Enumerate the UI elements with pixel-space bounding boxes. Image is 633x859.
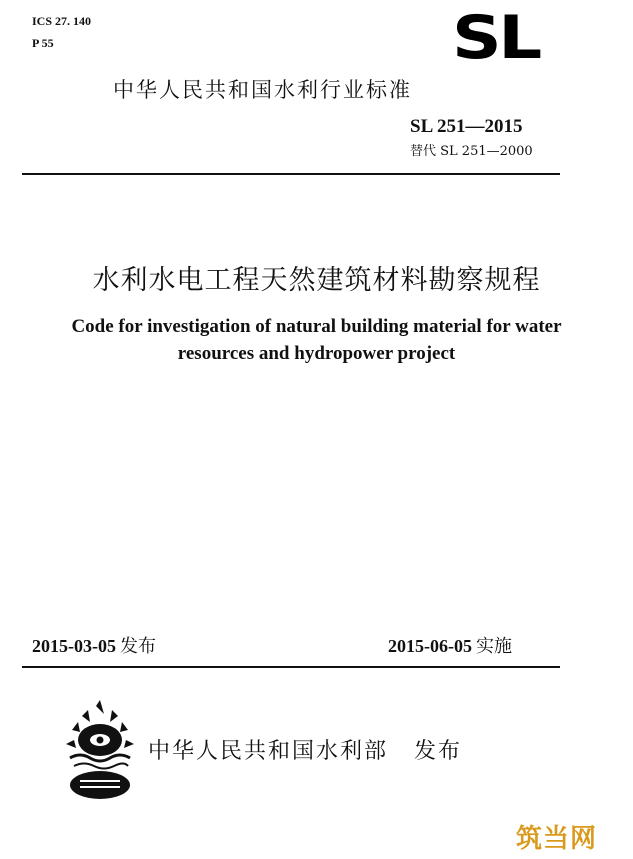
ics-code: ICS 27. 140 bbox=[32, 14, 92, 28]
sl-logo: SL bbox=[452, 3, 539, 73]
issue-date-label: 发布 bbox=[120, 636, 156, 657]
standard-category: 中华人民共和国水利行业标准 bbox=[113, 78, 412, 102]
publisher-name: 中华人民共和国水利部 bbox=[148, 739, 389, 764]
watermark-text: 筑当网 bbox=[516, 824, 598, 854]
replaces-standard: 替代 SL 251—2000 bbox=[410, 144, 533, 159]
ministry-emblem-icon bbox=[60, 700, 140, 800]
publisher-action: 发布 bbox=[414, 739, 463, 764]
title-english-line-2: resources and hydropower project bbox=[177, 343, 456, 364]
site-watermark bbox=[516, 818, 597, 855]
title-english-line-1: Code for investigation of natural building material for water bbox=[71, 316, 562, 337]
bottom-divider bbox=[22, 666, 560, 668]
title-chinese: 水利水电工程天然建筑材料勘察规程 bbox=[92, 265, 541, 296]
top-divider bbox=[22, 173, 560, 175]
classification-code: P 55 bbox=[32, 36, 54, 50]
publisher bbox=[148, 734, 462, 765]
implementation-date-value: 2015-06-05 bbox=[388, 636, 472, 656]
issue-date bbox=[32, 632, 156, 658]
implementation-date-label: 实施 bbox=[476, 636, 512, 657]
standard-number: SL 251—2015 bbox=[410, 116, 523, 137]
implementation-date bbox=[388, 632, 512, 658]
issue-date-value: 2015-03-05 bbox=[32, 636, 116, 656]
